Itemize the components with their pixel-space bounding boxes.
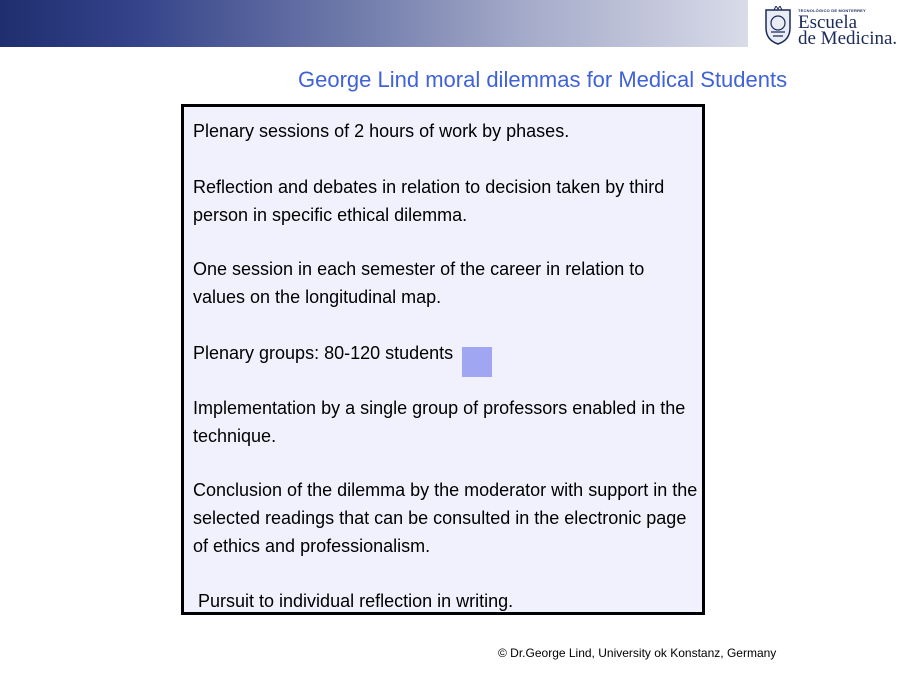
footer-copyright: © Dr.George Lind, University ok Konstanz, Germany (498, 646, 777, 660)
escuela-de-medicina-logo (758, 2, 907, 48)
logo-text-de-medicina: de Medicina. (798, 28, 898, 49)
bullet-pursuit-reflection: Pursuit to individual reflection in writing. (193, 591, 514, 611)
header-gradient-band (0, 0, 748, 47)
bullet-plenary-sessions: Plenary sessions of 2 hours of work by phases. (193, 121, 570, 141)
bullet-plenary-groups: Plenary groups: 80-120 students (193, 343, 454, 363)
content-box (181, 104, 705, 615)
bullet-one-session-semester: One session in each semester of the career in relation to values on the longitudinal map. (193, 259, 645, 307)
bullet-conclusion: Conclusion of the dilemma by the moderator with support in the selected readings that can be consulted in the electronic page of ethics and professionalism. (193, 480, 698, 556)
logo-text-escuela: Escuela (798, 12, 858, 33)
bullet-implementation: Implementation by a single group of professors enabled in the technique. (193, 398, 686, 446)
highlight-square (462, 347, 492, 377)
slide-title: George Lind moral dilemmas for Medical Students (298, 67, 788, 92)
logo-tec-text: TECNOLÓGICO DE MONTERREY (798, 8, 866, 13)
bullet-reflection-debates: Reflection and debates in relation to decision taken by third person in specific ethical dilemma. (193, 177, 665, 225)
tec-seal-icon (760, 6, 796, 46)
